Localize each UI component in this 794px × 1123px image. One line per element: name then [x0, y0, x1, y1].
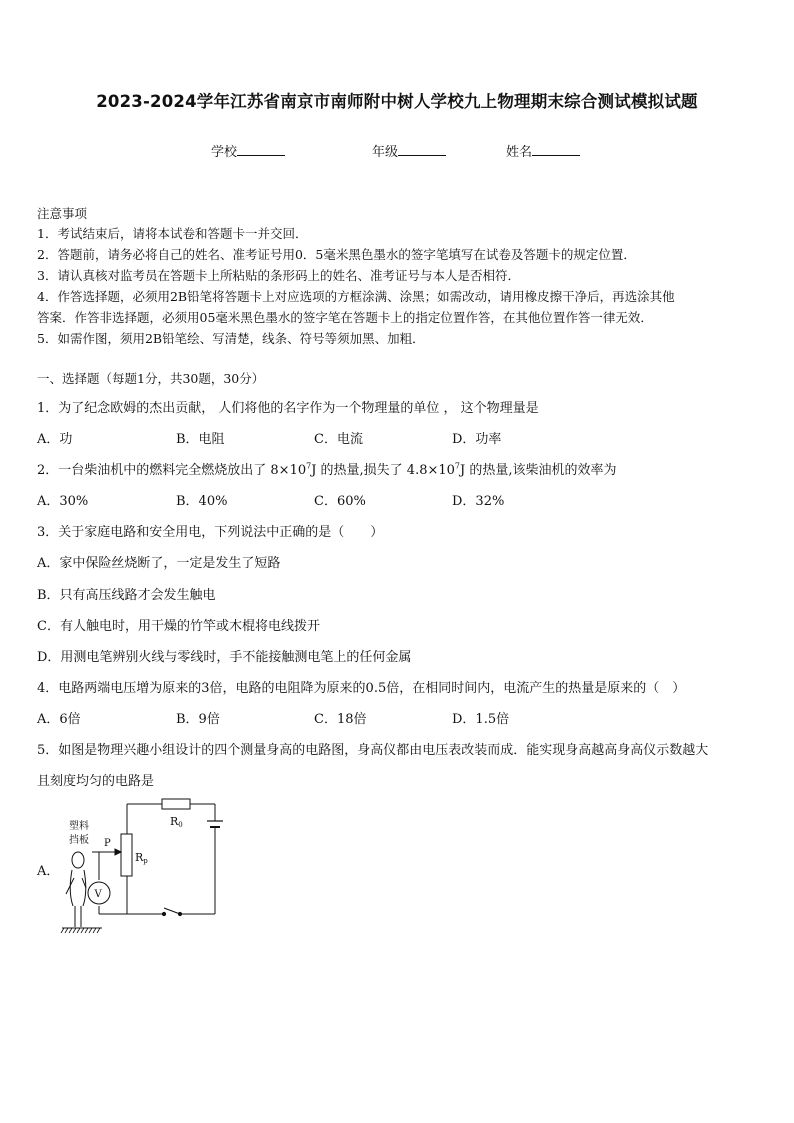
name-label: 姓名: [506, 145, 533, 160]
grade-field: [372, 141, 446, 160]
notice-line: 5．如需作图，须用2B铅笔绘、写清楚，线条、符号等须加黑、加粗．: [37, 331, 425, 346]
label-rp: Rp: [135, 851, 148, 865]
question-3-stem: 3．关于家庭电路和安全用电，下列说法中正确的是（ ）: [37, 525, 384, 540]
grade-label: 年级: [372, 145, 399, 160]
question-4-stem: 4．电路两端电压增为原来的3倍，电路的电阻降为原来的0.5倍，在相同时间内，电流产生的热量是原来的（ ）: [37, 681, 686, 696]
q2-stem-part: J 的热量,损失了 4.8×10: [311, 463, 455, 478]
q2-option-d: D．32%: [452, 494, 505, 509]
q4-option-b: B．9倍: [176, 712, 220, 727]
q3-option-a: A．家中保险丝烧断了，一定是发生了短路: [37, 556, 281, 571]
q3-option-b: B．只有高压线路才会发生触电: [37, 588, 216, 603]
person-body: [70, 870, 73, 906]
school-label: 学校: [211, 145, 238, 160]
notice-line: 2．答题前，请务必将自己的姓名、准考证号用0．5毫米黑色墨水的签字笔填写在试卷及答题卡的规定位置．: [37, 247, 636, 262]
q2-option-b: B．40%: [176, 494, 228, 509]
question-5-stem-line1: 5．如图是物理兴趣小组设计的四个测量身高的电路图，身高仪都由电压表改装而成．能实现身高越高身高仪示数越大: [37, 743, 709, 758]
question-1-stem: 1．为了纪念欧姆的杰出贡献， 人们将他的名字作为一个物理量的单位 ， 这个物理量是: [37, 401, 539, 416]
notice-line: 答案．作答非选择题，必须用05毫米黑色墨水的签字笔在答题卡上的指定位置作答，在其他位置作答一律无效．: [37, 310, 653, 325]
person-head: [72, 852, 84, 868]
ground-hatch: [61, 928, 100, 933]
page-title: 2023-2024学年江苏省南京市南师附中树人学校九上物理期末综合测试模拟试题: [96, 92, 698, 111]
person-body: [83, 870, 86, 906]
q1-option-d: D．功率: [452, 432, 502, 447]
section-heading: 一、选择题（每题1分，共30题，30分）: [37, 371, 265, 386]
switch-blade: [164, 908, 180, 914]
school-blank[interactable]: [237, 143, 285, 156]
q1-option-a: A．功: [37, 432, 73, 447]
label-r0: R0: [170, 815, 183, 829]
notice-line: 4．作答选择题，必须用2B铅笔将答题卡上对应选项的方框涂满、涂黑；如需改动，请用橡皮擦干净后，再选涂其他: [37, 289, 675, 304]
label-plastic-2: 挡板: [69, 835, 89, 846]
name-blank[interactable]: [532, 143, 580, 156]
school-field: [211, 141, 285, 160]
slider-arrow: [115, 849, 121, 855]
q4-option-a: A．6倍: [37, 712, 81, 727]
circuit-diagram-a: [52, 794, 242, 939]
notice-heading: 注意事项: [37, 206, 88, 221]
notice-line: 3．请认真核对监考员在答题卡上所粘贴的条形码上的姓名、准考证号与本人是否相符．: [37, 268, 520, 283]
q2-stem-part: 2．一台柴油机中的燃料完全燃烧放出了 8×10: [37, 463, 307, 478]
name-field: [506, 141, 580, 160]
q2-stem-part: J 的热量,该柴油机的效率为: [460, 463, 617, 478]
switch-contact: [178, 912, 181, 915]
label-voltmeter: V: [94, 889, 102, 900]
label-plastic-1: 塑料: [69, 821, 89, 832]
q3-option-d: D．用测电笔辨别火线与零线时，手不能接触测电笔上的任何金属: [37, 650, 412, 665]
q5-option-a-label: A．: [37, 864, 60, 879]
q4-option-d: D．1.5倍: [452, 712, 510, 727]
q2-option-c: C．60%: [314, 494, 366, 509]
q4-option-c: C．18倍: [314, 712, 367, 727]
q1-option-c: C．电流: [314, 432, 363, 447]
q1-option-b: B．电阻: [176, 432, 225, 447]
q3-option-c: C．有人触电时，用干燥的竹竿或木棍将电线拨开: [37, 619, 320, 634]
notice-line: 1．考试结束后，请将本试卷和答题卡一并交回．: [37, 226, 308, 241]
question-5-stem-line2: 且刻度均匀的电路是: [37, 774, 155, 789]
q2-exponent: 7: [454, 461, 461, 471]
grade-blank[interactable]: [398, 143, 446, 156]
rheostat-rp: [121, 834, 132, 876]
q2-exponent: 7: [306, 461, 312, 471]
question-2-stem: [37, 459, 617, 478]
q2-option-a: A．30%: [37, 494, 89, 509]
label-pointer: P: [104, 838, 111, 849]
resistor-r0: [162, 799, 190, 809]
